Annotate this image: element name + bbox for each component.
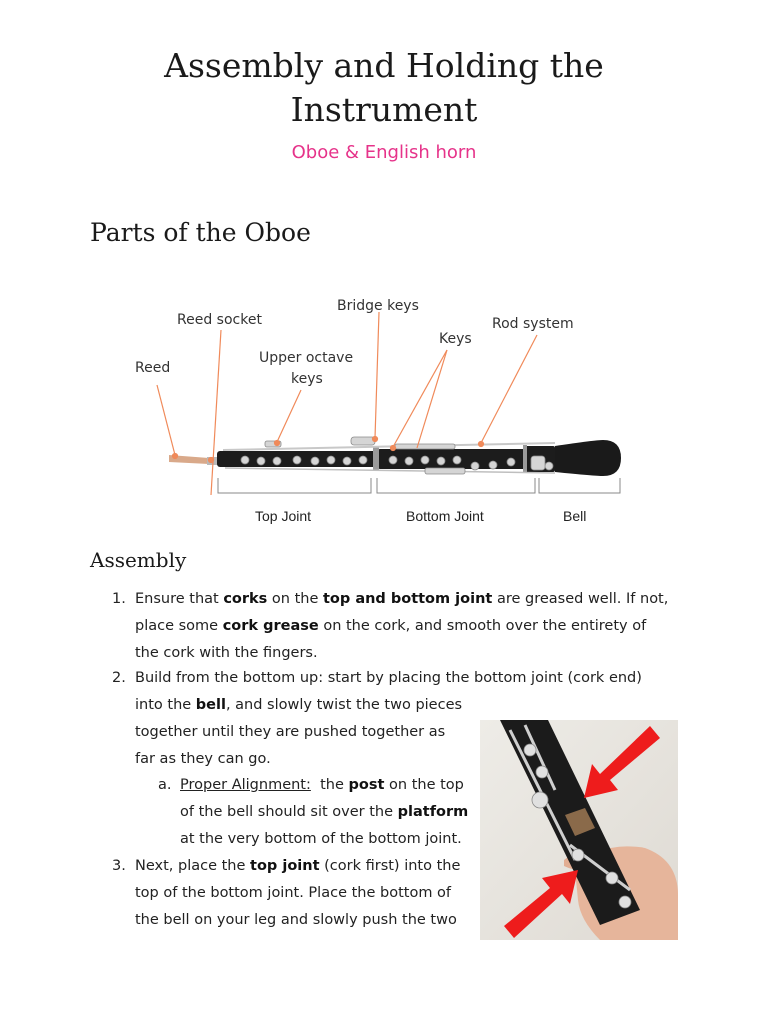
section-heading-assembly: Assembly — [90, 548, 187, 572]
step-2-text-a: Build from the bottom up: start by placing the bottom joint (cork end) — [135, 670, 642, 686]
label-keys: Keys — [439, 331, 472, 347]
step-2a-text-b: the — [310, 777, 349, 793]
page-subtitle: Oboe & English horn — [291, 142, 477, 163]
assembly-photo — [480, 720, 678, 940]
step-3-text-c: (cork first) into the — [319, 858, 461, 874]
label-reed-socket: Reed socket — [177, 312, 262, 328]
step-1-text-f: place some — [135, 618, 223, 634]
step-3-bold-top-joint: top joint — [250, 858, 320, 874]
step-1-number: 1. — [112, 591, 126, 607]
step-2-text-b: into the — [135, 697, 196, 713]
label-upper-octave-line1: Upper octave — [259, 350, 354, 366]
step-2a-underline: Proper Alignment: — [180, 777, 311, 793]
step-3-text-d: top of the bottom joint. Place the bottom of — [135, 885, 452, 901]
step-2a-letter: a. — [158, 777, 172, 793]
step-2a-text-d: on the top — [384, 777, 464, 793]
step-1-text-h: on the cork, and smooth over the entirety of — [318, 618, 647, 634]
step-3 — [135, 853, 475, 934]
step-2a-bold-post: post — [348, 777, 385, 793]
label-bottom-joint: Bottom Joint — [406, 508, 484, 524]
step-2a — [180, 772, 480, 853]
step-1-bold-corks: corks — [223, 591, 268, 607]
step-1-bold-joints: top and bottom joint — [323, 591, 493, 607]
step-2-text-d: , and slowly twist the two pieces — [225, 697, 463, 713]
step-1-text-e: are greased well. If not, — [492, 591, 669, 607]
label-upper-octave-line2: keys — [291, 371, 323, 387]
step-3-text-a: Next, place the — [135, 858, 251, 874]
title-line-2: Instrument — [290, 90, 478, 129]
step-2-bold-bell: bell — [195, 697, 226, 713]
label-bridge-keys: Bridge keys — [337, 298, 419, 314]
oboe-parts-diagram — [125, 290, 645, 530]
step-3-number: 3. — [112, 858, 126, 874]
step-2a-bold-platform: platform — [397, 804, 469, 820]
step-2-number: 2. — [112, 670, 126, 686]
page-title — [0, 44, 768, 132]
step-2-text-e: together until they are pushed together as — [135, 724, 446, 740]
step-3-text-e: the bell on your leg and slowly push the two — [135, 912, 457, 928]
step-1-text-i: the cork with the fingers. — [135, 645, 318, 661]
step-1-text-c: on the — [267, 591, 323, 607]
step-1-bold-grease: cork grease — [222, 618, 319, 634]
label-rod-system: Rod system — [492, 316, 574, 332]
label-bell: Bell — [563, 508, 587, 524]
joint-brackets — [218, 478, 620, 493]
title-line-1: Assembly and Holding the — [164, 46, 604, 85]
step-2a-text-g: at the very bottom of the bottom joint. — [180, 831, 462, 847]
label-top-joint: Top Joint — [255, 508, 312, 524]
step-2a-text-e: of the bell should sit over the — [180, 804, 398, 820]
step-2-text-f: far as they can go. — [135, 751, 271, 767]
section-heading-parts: Parts of the Oboe — [90, 218, 311, 247]
label-reed: Reed — [135, 360, 171, 376]
step-1 — [135, 586, 680, 667]
step-1-text-a: Ensure that — [135, 591, 224, 607]
